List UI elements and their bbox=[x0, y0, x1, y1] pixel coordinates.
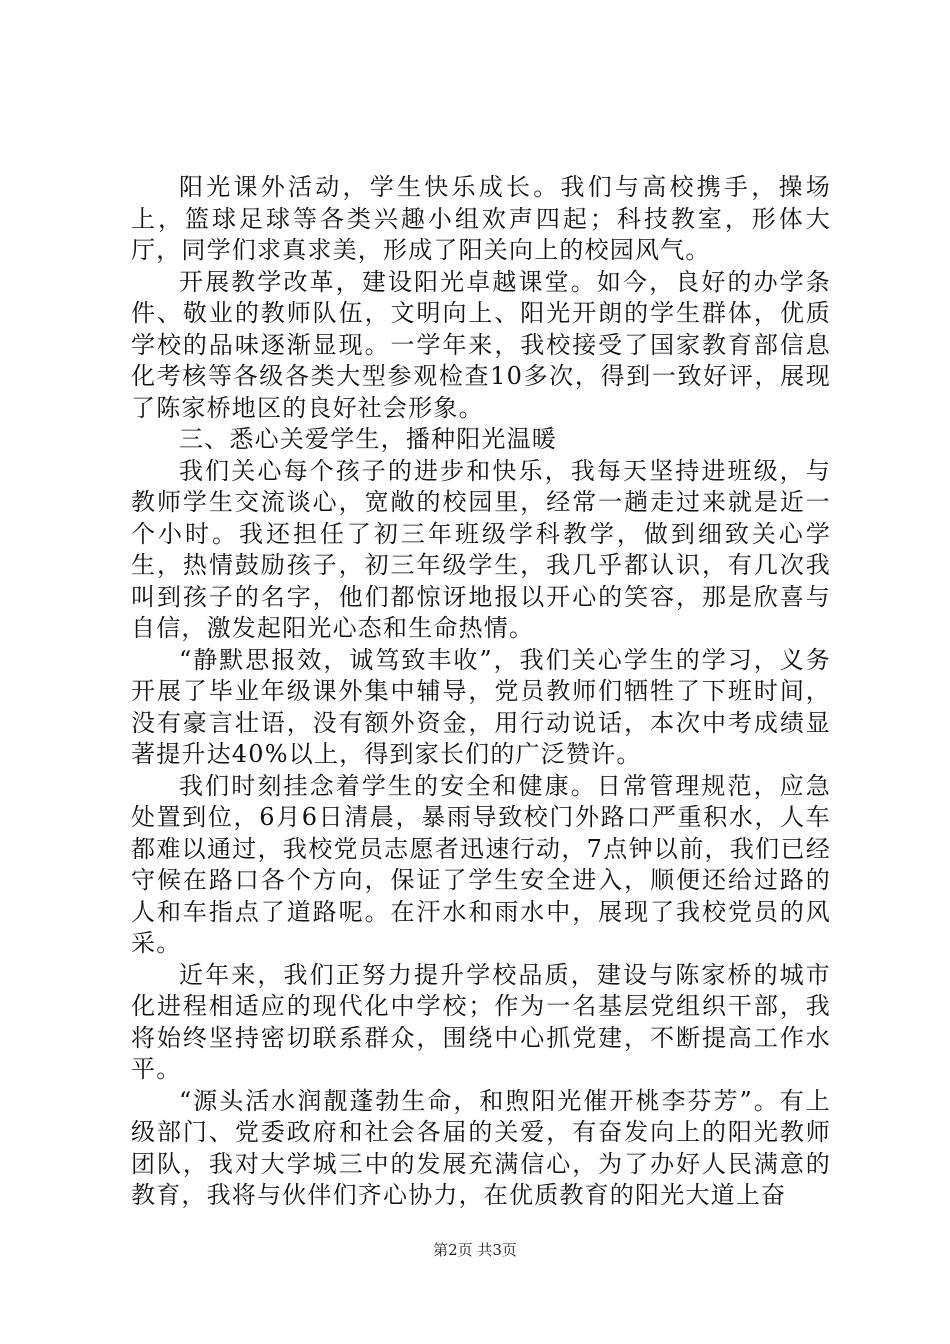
paragraph-activities: 阳光课外活动，学生快乐成长。我们与高校携手，操场上，篮球足球等各类兴趣小组欢声四起；科技教室，形体大厅，同学们求真求美，形成了阳关向上的校园风气。 bbox=[131, 173, 831, 264]
paragraph-care-progress: 我们关心每个孩子的进步和快乐，我每天坚持进班级，与教师学生交流谈心，宽敞的校园里，经常一趟走过来就是近一个小时。我还担任了初三年班级学科教学，做到细致关心学生，热情鼓励孩子，初三年级学生，我几乎都认识，有几次我叫到孩子的名字，他们都惊讶地报以开心的笑容，那是欣喜与自信，激发起阳光心态和生命热情。 bbox=[131, 456, 831, 642]
document-body bbox=[131, 172, 831, 1212]
paragraph-closing: “源头活水润靓蓬勃生命，和煦阳光催开桃李芬芳”。有上级部门、党委政府和社会各届的关爱，有奋发向上的阳光教师团队，我对大学城三中的发展充满信心，为了办好人民满意的教育，我将与伙伴们齐心协力，在优质教育的阳光大道上奋 bbox=[131, 1086, 831, 1209]
page-footer: 第2页 共3页 bbox=[433, 1241, 517, 1259]
paragraph-recent-years: 近年来，我们正努力提升学校品质，建设与陈家桥的城市化进程相适应的现代化中学校；作为一名基层党组织干部，我将始终坚持密切联系群众，围绕中心抓党建，不断提高工作水平。 bbox=[131, 960, 831, 1083]
paragraph-safety: 我们时刻挂念着学生的安全和健康。日常管理规范，应急处置到位，6月6日清晨，暴雨导致校门外路口严重积水，人车都难以通过，我校党员志愿者迅速行动，7点钟以前，我们已经守候在路口各个方向，保证了学生安全进入，顺便还给过路的人和车指点了道路呢。在汗水和雨水中，展现了我校党员的风采。 bbox=[131, 771, 831, 957]
paragraph-study-support: “静默思报效，诚笃致丰收”，我们关心学生的学习，义务开展了毕业年级课外集中辅导，党员教师们牺牲了下班时间，没有豪言壮语，没有额外资金，用行动说话，本次中考成绩显著提升达40%以上，得到家长们的广泛赞许。 bbox=[131, 645, 831, 768]
paragraph-teaching-reform: 开展教学改革，建设阳光卓越课堂。如今，良好的办学条件、敬业的教师队伍，文明向上、阳光开朗的学生群体，优质学校的品味逐渐显现。一学年来，我校接受了国家教育部信息化考核等各级各类大型参观检查10多次，得到一致好评，展现了陈家桥地区的良好社会形象。 bbox=[131, 267, 831, 422]
section-heading-care: 三、悉心关爱学生，播种阳光温暖 bbox=[179, 425, 557, 453]
